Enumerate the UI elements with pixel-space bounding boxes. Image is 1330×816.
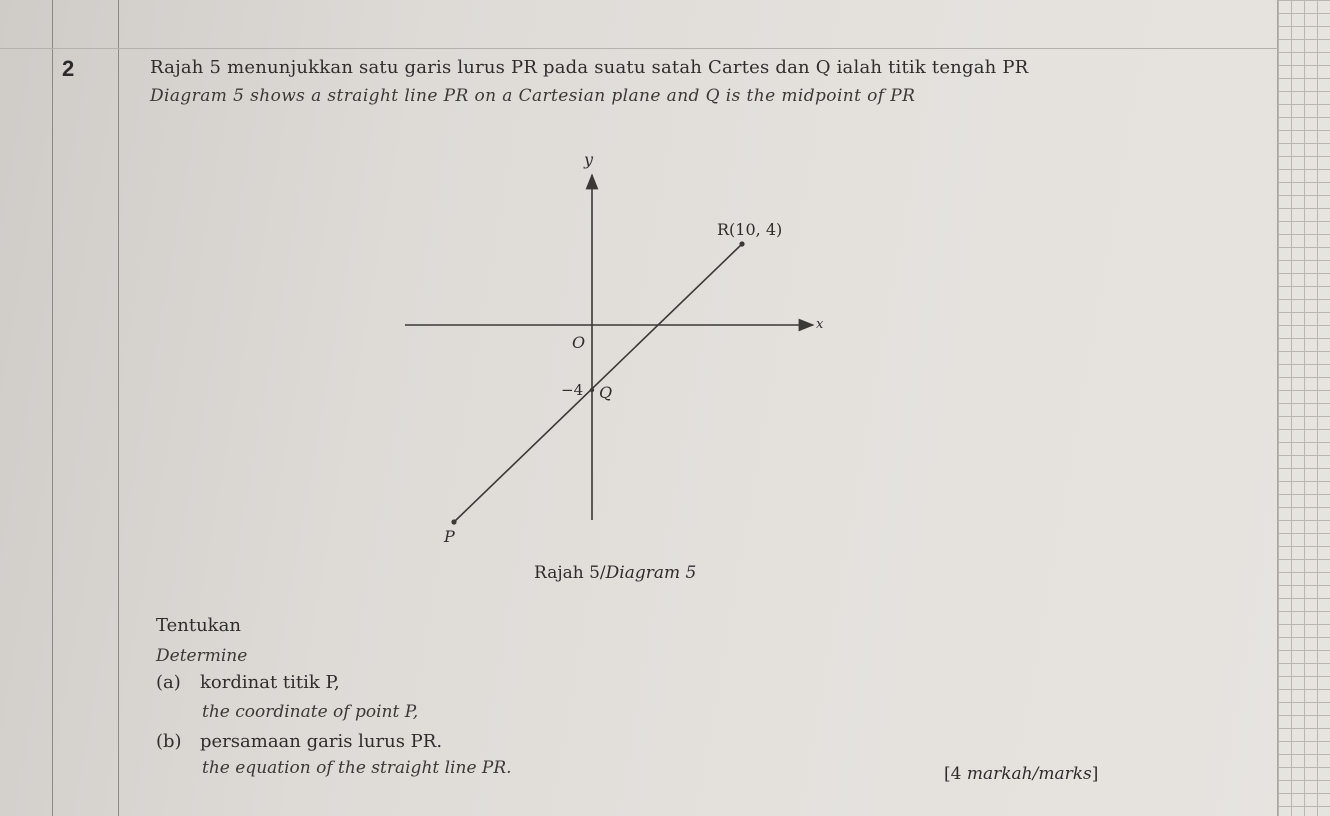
point-p: [451, 519, 456, 524]
origin-label: O: [572, 333, 586, 352]
margin-line-right: [118, 0, 119, 816]
marks-close: ]: [1091, 764, 1099, 784]
prompt-malay: Tentukan: [156, 615, 241, 636]
part-b-english: the equation of the straight line PR.: [202, 758, 512, 778]
caption-malay: Rajah 5/: [534, 563, 606, 583]
point-r-label: R(10, 4): [717, 220, 783, 239]
part-a-label: (a): [156, 672, 181, 693]
point-r: [739, 241, 744, 246]
marks-text: markah/marks: [966, 764, 1092, 784]
part-a-malay: kordinat titik P,: [200, 672, 340, 693]
x-axis-label: x: [816, 317, 824, 332]
question-number: 2: [62, 56, 75, 81]
y-intercept-label: −4: [561, 381, 584, 399]
marks-allocation: [944, 764, 1098, 784]
caption-english: Diagram 5: [605, 563, 697, 583]
part-b-malay: persamaan garis lurus PR.: [200, 731, 443, 752]
part-a-english: the coordinate of point P,: [202, 702, 419, 722]
diagram-caption: [534, 563, 696, 583]
line-pr: [454, 244, 742, 522]
cartesian-diagram: [395, 145, 845, 555]
y-axis-label: y: [584, 150, 594, 169]
marks-open: [4: [944, 764, 967, 784]
point-q-label: Q: [599, 383, 613, 402]
margin-line-left: [52, 0, 53, 816]
point-q: [590, 388, 594, 392]
part-b-label: (b): [156, 731, 182, 752]
point-p-label: P: [444, 527, 455, 546]
graph-paper-strip: [1277, 0, 1330, 816]
top-rule: [0, 48, 1278, 49]
question-text-malay: Rajah 5 menunjukkan satu garis lurus PR pada suatu satah Cartes dan Q ialah titik tengah PR: [150, 57, 1029, 78]
prompt-english: Determine: [156, 646, 248, 666]
question-text-english: Diagram 5 shows a straight line PR on a Cartesian plane and Q is the midpoint of PR: [150, 86, 916, 106]
